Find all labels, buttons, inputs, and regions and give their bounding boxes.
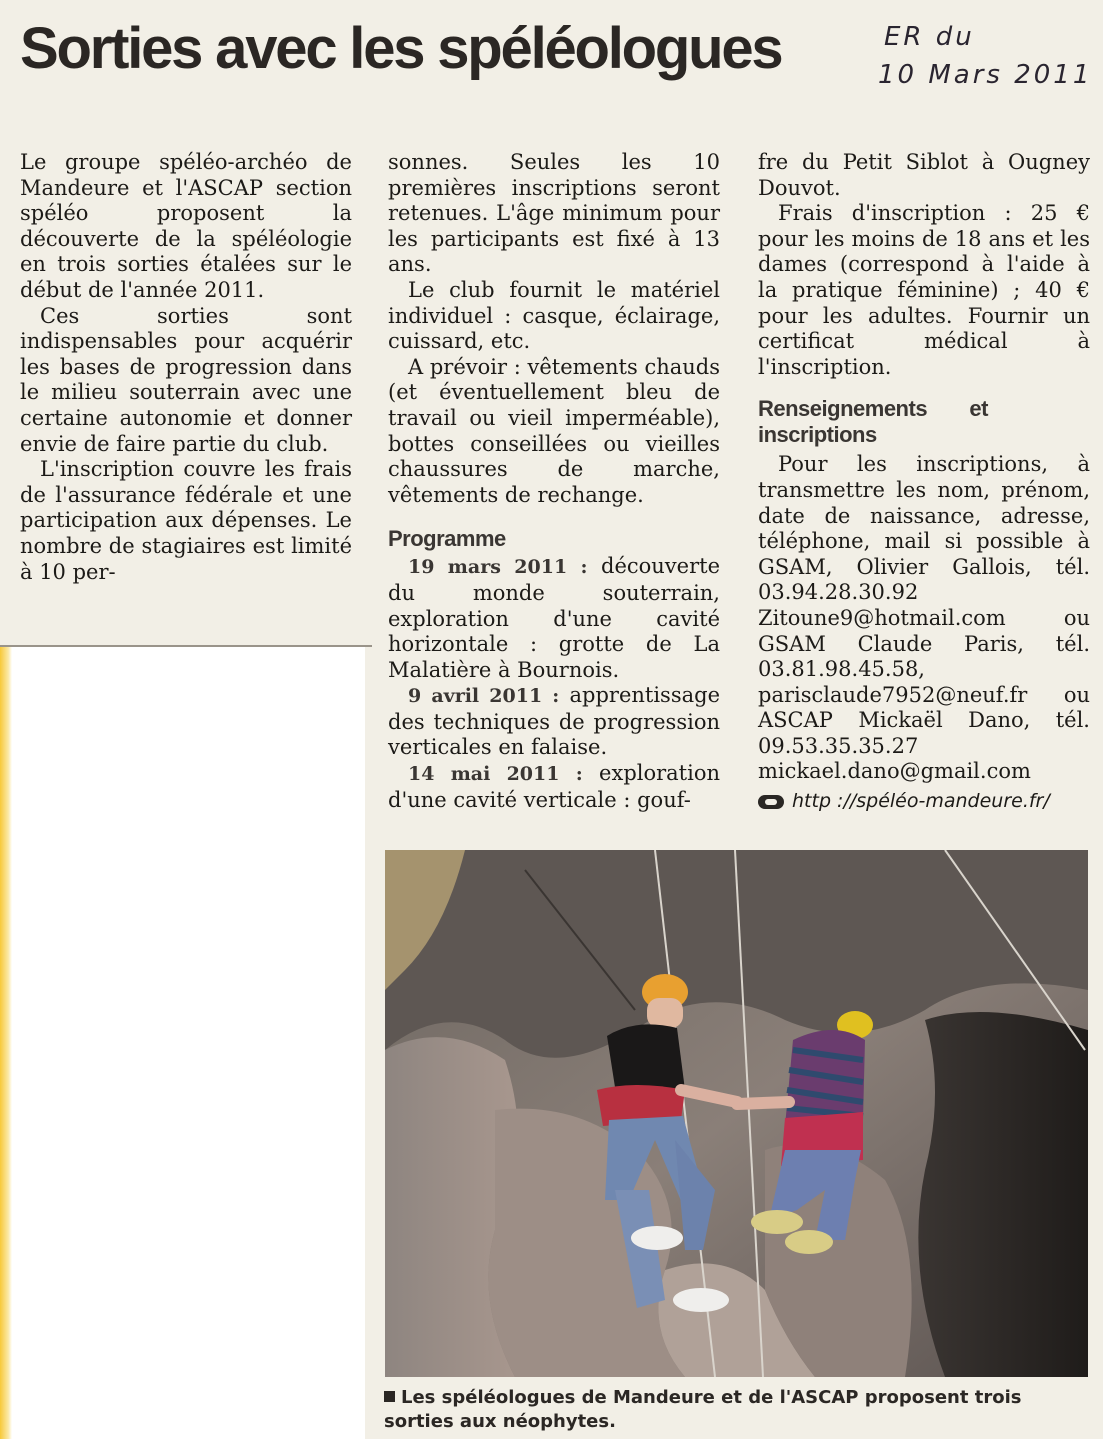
programme-date: 9 avril 2011 : — [408, 685, 560, 708]
article-headline: Sorties avec les spéléologues — [20, 16, 782, 81]
programme-date: 14 mai 2011 : — [408, 763, 583, 786]
clipping-edge — [0, 645, 372, 647]
programme-item — [388, 761, 720, 813]
paragraph: sonnes. Seules les 10 premières inscriptions seront retenues. L'âge minimum pour les participants est fixé à 13 ans. — [388, 150, 720, 277]
paragraph: L'inscription couvre les frais de l'assurance fédérale et une participation aux dépenses. Le nombre de stagiaires est limité à 10 per- — [20, 457, 352, 584]
handwritten-note-line1: ER du — [884, 22, 975, 52]
subheading-programme: Programme — [388, 526, 506, 552]
programme-date: 19 mars 2011 : — [408, 556, 588, 579]
website-url: http ://spéléo-mandeure.fr/ — [792, 790, 1050, 813]
website-link[interactable] — [758, 789, 1090, 815]
paragraph-contacts: Pour les inscriptions, à transmettre les nom, prénom, date de naissance, adresse, téléphone, mail si possible à GSAM, Olivier Gallois, tél. 03.94.28.30.92 Zitoune9@hotmail.com ou GSAM Claude Paris, tél. 03.81.98.45.58, parisclaude7952@neuf.fr ou ASCAP Mickaël Dano, tél. 09.53.35.35.27 mickael.dano@gmail.com — [758, 452, 1090, 784]
programme-item — [388, 683, 720, 761]
paragraph: Le club fournit le matériel individuel : casque, éclairage, cuissard, etc. — [388, 277, 720, 354]
yellow-page-edge — [0, 645, 12, 1439]
programme-text: découverte du monde souterrain, exploration d'une cavité horizontale : grotte de La Malatière à Bournois. — [388, 554, 721, 682]
article-column-2 — [388, 150, 720, 813]
programme-item — [388, 554, 720, 683]
article-column-3 — [758, 150, 1090, 815]
paragraph: Ces sorties sont indispensables pour acquérir les bases de progression dans le milieu souterrain avec une certaine autonomie et donner envie de faire partie du club. — [20, 303, 352, 456]
article-photo — [385, 850, 1088, 1377]
subheading-renseignements: Renseignements et inscriptions — [758, 396, 988, 448]
caption-bullet — [384, 1391, 395, 1402]
paragraph: A prévoir : vêtements chauds (et éventuellement bleu de travail ou vieil imperméable), bottes conseillées ou vieilles chaussures de marche, vêtements de rechange. — [388, 354, 720, 507]
cavers-abseiling-image — [385, 850, 1088, 1377]
article-column-1 — [20, 150, 352, 585]
programme-text: apprentissage des techniques de progression verticales en falaise. — [388, 683, 720, 760]
paragraph: Le groupe spéléo-archéo de Mandeure et l'ASCAP section spéléo proposent la découverte de la spéléologie en trois sorties étalées sur le début de l'année 2011. — [20, 150, 352, 302]
handwritten-note-line2: 10 Mars 2011 — [878, 60, 1093, 90]
paragraph: fre du Petit Siblot à Ougney Douvot. — [758, 150, 1090, 200]
programme-text: exploration d'une cavité verticale : gouf- — [388, 761, 721, 812]
paragraph: Frais d'inscription : 25 € pour les moins de 18 ans et les dames (correspond à l'aide à la pratique féminine) ; 40 € pour les adultes. Fournir un certificat médical à l'inscription. — [758, 201, 1090, 379]
photo-caption — [384, 1386, 1084, 1434]
internet-icon — [758, 795, 784, 809]
caption-text: Les spéléologues de Mandeure et de l'ASCAP proposent trois sorties aux néophytes. — [384, 1387, 1022, 1432]
